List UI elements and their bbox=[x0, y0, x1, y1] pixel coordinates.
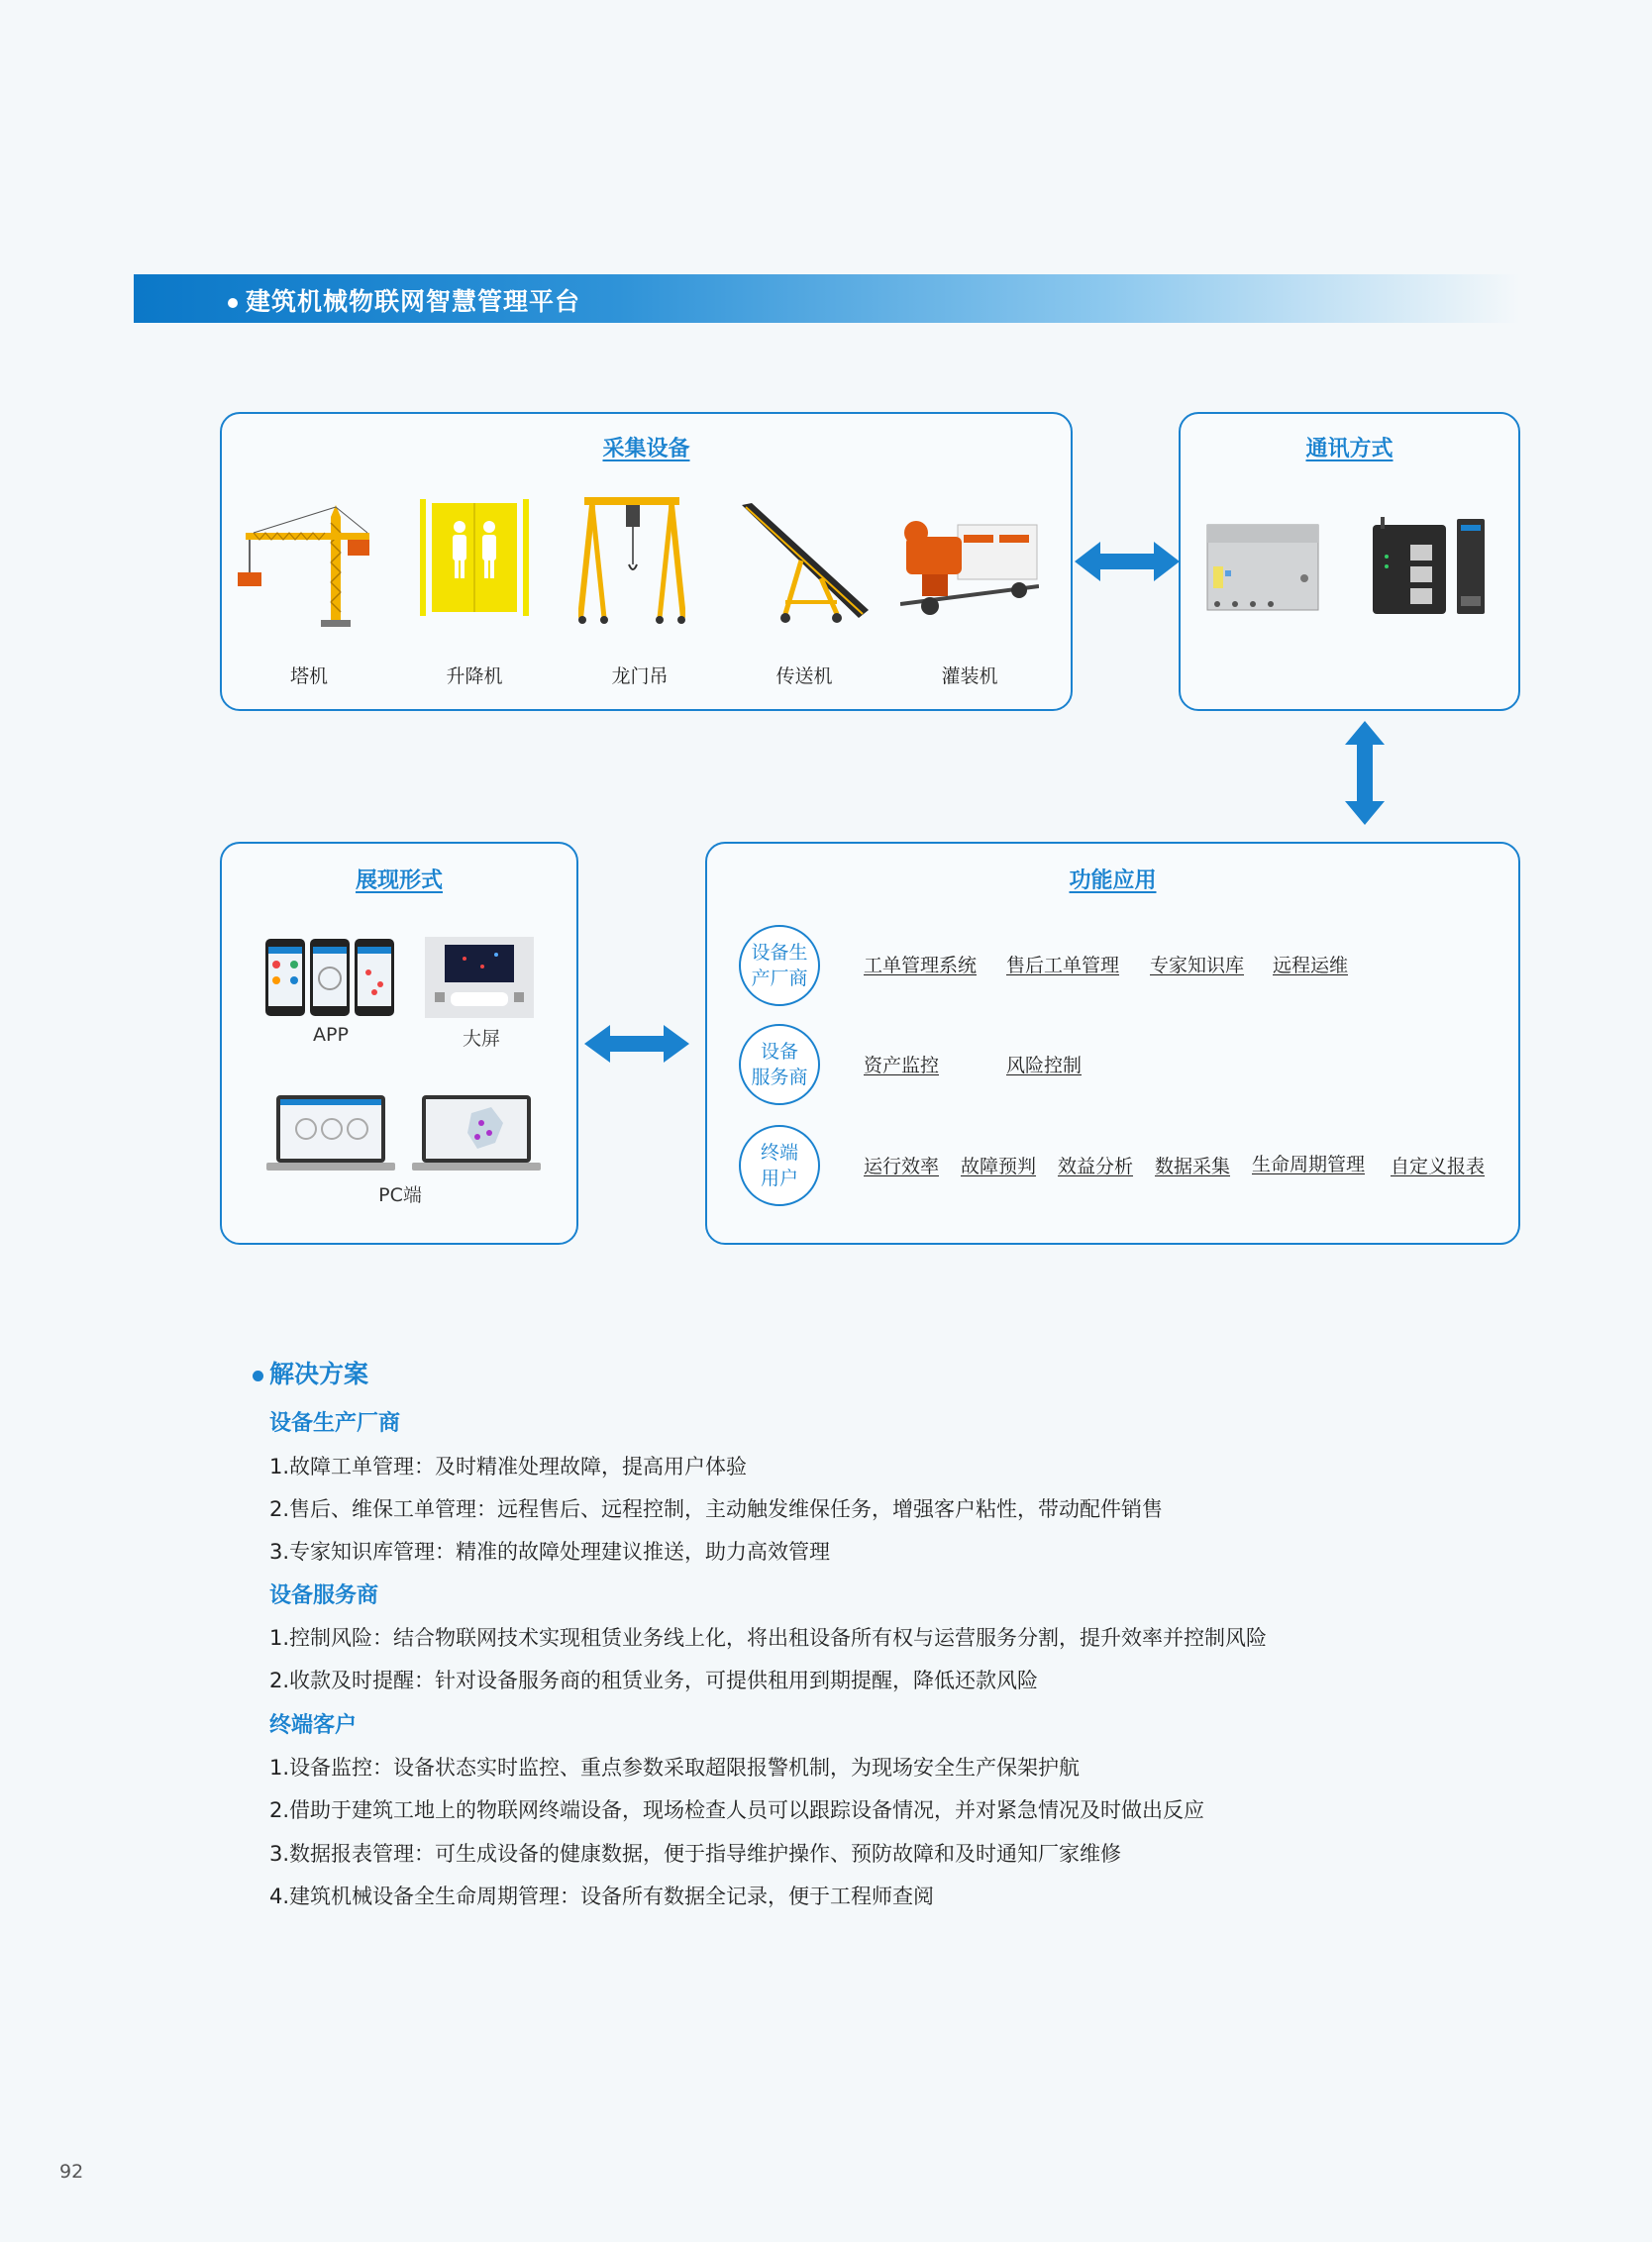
solution-heading-service-provider: 设备服务商 bbox=[269, 1583, 379, 1608]
collect-devices-panel bbox=[220, 412, 1073, 711]
display-label-pc: PC端 bbox=[378, 1184, 422, 1206]
filling-machine-image bbox=[900, 507, 1039, 616]
solution-line: 2.售后、维保工单管理：远程售后、远程控制，主动触发维保任务，增强客户粘性，带动配件销售 bbox=[269, 1497, 1164, 1521]
collect-devices-title: 采集设备 bbox=[602, 437, 690, 461]
big-screen-image bbox=[425, 937, 534, 1018]
bullet-icon bbox=[253, 1371, 263, 1381]
func-link-expert-knowledge[interactable]: 专家知识库 bbox=[1150, 955, 1245, 976]
communication-title: 通讯方式 bbox=[1305, 437, 1394, 461]
display-title: 展现形式 bbox=[355, 868, 443, 893]
section-banner bbox=[134, 274, 1520, 323]
solution-line: 1.控制风险：结合物联网技术实现租赁业务线上化，将出租设备所有权与运营服务分割，提升效率并控制风险 bbox=[269, 1626, 1268, 1650]
function-title: 功能应用 bbox=[1069, 868, 1157, 893]
double-arrow-vertical bbox=[1345, 721, 1385, 825]
device-label-filling-machine: 灌装机 bbox=[941, 665, 998, 687]
func-link-after-sales-order[interactable]: 售后工单管理 bbox=[1006, 955, 1120, 976]
func-link-work-order-system[interactable]: 工单管理系统 bbox=[864, 955, 978, 976]
gateway-box-image bbox=[1205, 523, 1322, 617]
pc-laptop-image-2 bbox=[412, 1093, 541, 1172]
communication-panel bbox=[1179, 412, 1520, 711]
func-link-fault-prediction[interactable]: 故障预判 bbox=[961, 1156, 1037, 1177]
device-label-gantry-crane: 龙门吊 bbox=[611, 665, 669, 687]
device-label-tower-crane: 塔机 bbox=[289, 665, 328, 687]
role-service-provider: 设备 服务商 bbox=[739, 1024, 820, 1105]
double-arrow-horizontal-top bbox=[1075, 538, 1180, 585]
function-panel bbox=[705, 842, 1520, 1245]
solution-title: 解决方案 bbox=[253, 1355, 368, 1390]
solution-line: 2.收款及时提醒：针对设备服务商的租赁业务，可提供租用到期提醒，降低还款风险 bbox=[269, 1669, 1039, 1692]
display-label-screen: 大屏 bbox=[462, 1028, 500, 1050]
solution-heading-manufacturer: 设备生产厂商 bbox=[269, 1411, 401, 1436]
solution-line: 3.专家知识库管理：精准的故障处理建议推送，助力高效管理 bbox=[269, 1540, 831, 1564]
func-link-custom-report[interactable]: 自定义报表 bbox=[1391, 1156, 1486, 1177]
role-manufacturer: 设备生 产厂商 bbox=[739, 925, 820, 1006]
banner-title: 建筑机械物联网智慧管理平台 bbox=[228, 282, 580, 318]
solution-heading-end-customer: 终端客户 bbox=[269, 1713, 358, 1738]
gantry-crane-image bbox=[578, 497, 685, 626]
device-label-elevator: 升降机 bbox=[446, 665, 503, 687]
tower-crane-image bbox=[234, 503, 382, 627]
role-end-user: 终端 用户 bbox=[739, 1125, 820, 1206]
func-link-data-collection[interactable]: 数据采集 bbox=[1155, 1156, 1231, 1177]
func-link-risk-control[interactable]: 风险控制 bbox=[1006, 1055, 1083, 1076]
solution-line: 1.故障工单管理：及时精准处理故障，提高用户体验 bbox=[269, 1455, 748, 1478]
bullet-icon bbox=[228, 298, 238, 308]
display-label-app: APP bbox=[313, 1024, 349, 1046]
solution-line: 4.建筑机械设备全生命周期管理：设备所有数据全记录，便于工程师查阅 bbox=[269, 1885, 935, 1908]
func-link-benefit-analysis[interactable]: 效益分析 bbox=[1058, 1156, 1134, 1177]
solution-line: 3.数据报表管理：可生成设备的健康数据，便于指导维护操作、预防故障和及时通知厂家维修 bbox=[269, 1842, 1122, 1866]
func-link-lifecycle[interactable]: 生命周期管理 bbox=[1252, 1154, 1366, 1175]
device-label-conveyor: 传送机 bbox=[775, 665, 833, 687]
page-number: 92 bbox=[59, 2161, 84, 2183]
pc-laptop-image-1 bbox=[266, 1093, 395, 1172]
display-panel bbox=[220, 842, 578, 1245]
double-arrow-horizontal-bottom bbox=[584, 1023, 689, 1065]
conveyor-image bbox=[742, 503, 869, 624]
solution-line: 2.借助于建筑工地上的物联网终端设备，现场检查人员可以跟踪设备情况，并对紧急情况及时做出反应 bbox=[269, 1798, 1205, 1822]
elevator-image bbox=[420, 499, 531, 616]
industrial-module-image bbox=[1456, 517, 1486, 616]
func-link-asset-monitor[interactable]: 资产监控 bbox=[864, 1055, 940, 1076]
router-device-image bbox=[1371, 517, 1448, 618]
solution-line: 1.设备监控：设备状态实时监控、重点参数采取超限报警机制，为现场安全生产保架护航 bbox=[269, 1756, 1081, 1780]
func-link-remote-ops[interactable]: 远程运维 bbox=[1273, 955, 1349, 976]
app-phones-image bbox=[263, 937, 396, 1018]
func-link-efficiency[interactable]: 运行效率 bbox=[864, 1156, 940, 1177]
